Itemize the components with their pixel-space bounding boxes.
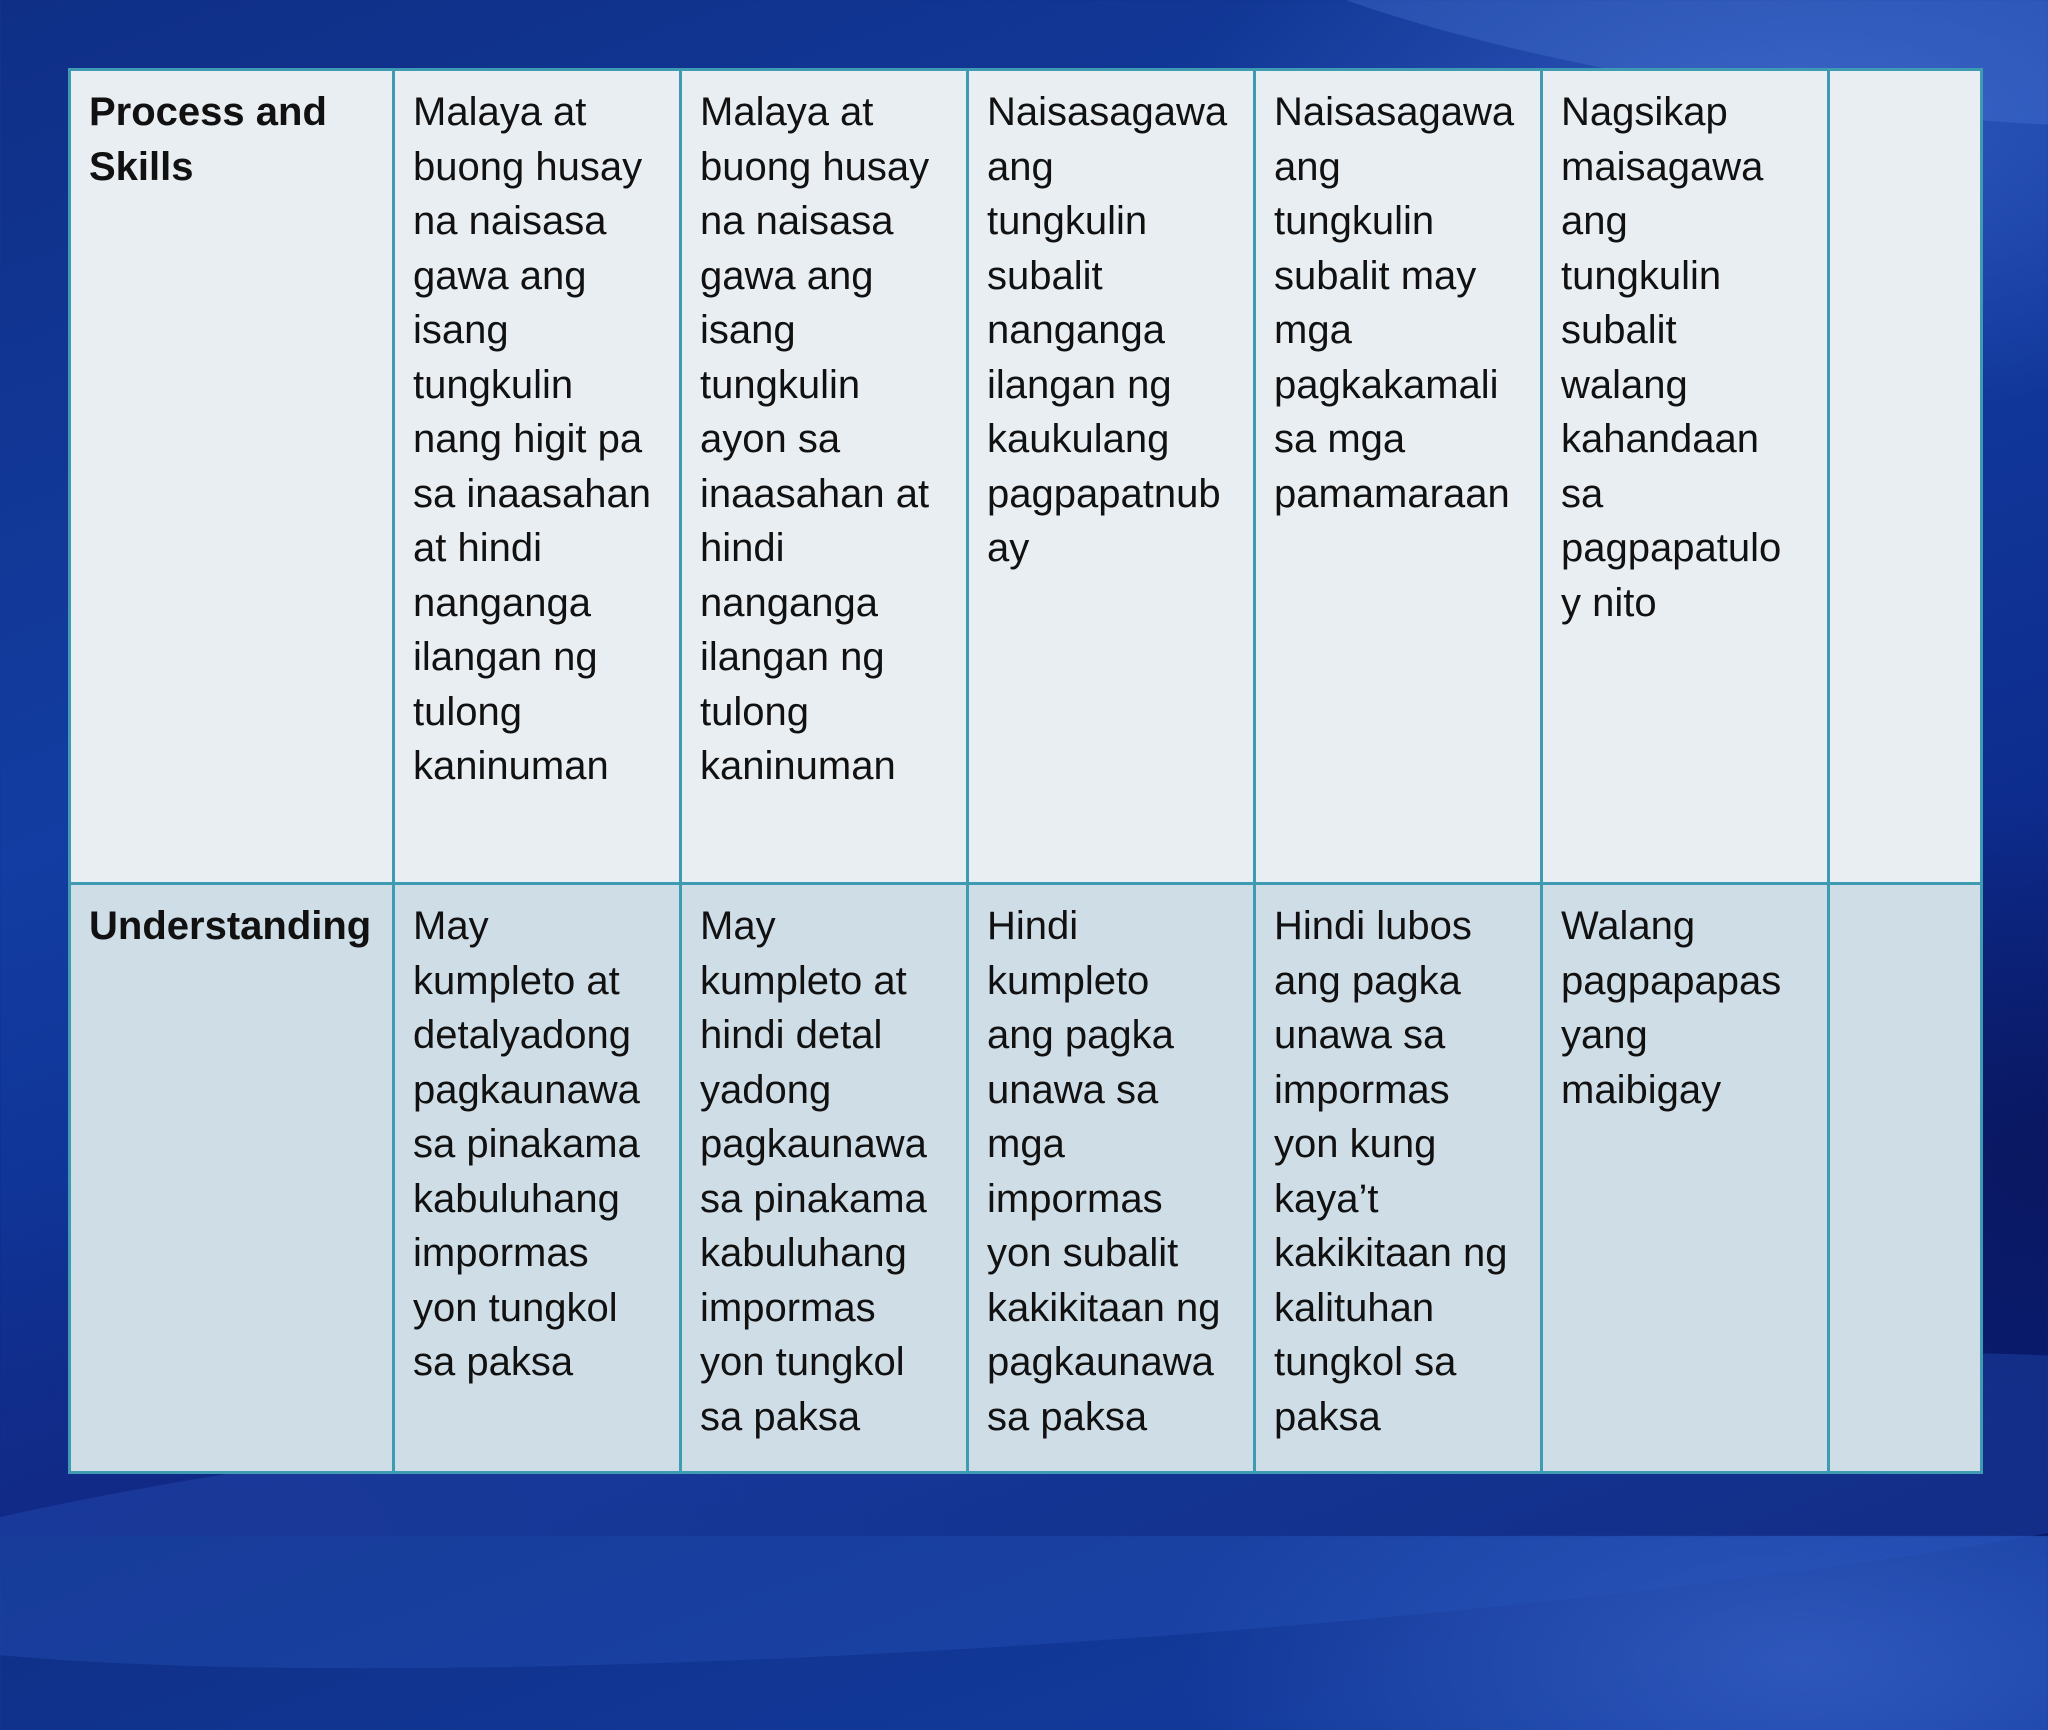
rubric-row-understanding (70, 884, 1982, 1473)
cell-text: Malaya at buong husay na naisasa gawa ang isang tungkulin ayon sa inaasahan at hindi nanganga ilangan ng tulong kaninuman (700, 90, 930, 788)
rubric-cell (681, 884, 968, 1473)
criterion-cell (70, 70, 394, 884)
criterion-cell (70, 884, 394, 1473)
rubric-table (68, 68, 1983, 1474)
rubric-cell (968, 70, 1255, 884)
rubric-cell (681, 70, 968, 884)
rubric-cell-empty (1829, 884, 1982, 1473)
rubric-row-process-and-skills (70, 70, 1982, 884)
rubric-cell (968, 884, 1255, 1473)
cell-text: Naisasagawa ang tungkulin subalit may mga pagkakamali sa mga pamamaraan (1274, 90, 1515, 516)
cell-text: Hindi kumpleto ang pagka unawa sa mga impormas yon subalit kakikitaan ng pagkaunawa sa paksa (987, 904, 1221, 1439)
criterion-label: Process and Skills (89, 90, 327, 189)
rubric-cell (1542, 70, 1829, 884)
cell-text: Hindi lubos ang pagka unawa sa impormas yon kung kaya’t kakikitaan ng kalituhan tungkol sa paksa (1274, 904, 1508, 1439)
cell-text: Walang pagpapapas yang maibigay (1561, 904, 1782, 1112)
criterion-label: Understanding (89, 904, 372, 948)
cell-text: May kumpleto at hindi detal yadong pagkaunawa sa pinakama kabuluhang impormas yon tungkol sa paksa (700, 904, 927, 1439)
rubric-cell (1255, 884, 1542, 1473)
rubric-cell (394, 884, 681, 1473)
rubric-cell-empty (1829, 70, 1982, 884)
rubric-cell (1542, 884, 1829, 1473)
cell-text: Naisasagawa ang tungkulin subalit nanganga ilangan ng kaukulang pagpapatnub ay (987, 90, 1228, 570)
rubric-cell (1255, 70, 1542, 884)
cell-text: Malaya at buong husay na naisasa gawa ang isang tungkulin nang higit pa sa inaasahan at hindi nanganga ilangan ng tulong kaninuman (413, 90, 651, 788)
cell-text: Nagsikap maisagawa ang tungkulin subalit walang kahandaan sa pagpapatulo y nito (1561, 90, 1782, 625)
rubric-cell (394, 70, 681, 884)
cell-text: May kumpleto at detalyadong pagkaunawa sa pinakama kabuluhang impormas yon tungkol sa paksa (413, 904, 640, 1384)
